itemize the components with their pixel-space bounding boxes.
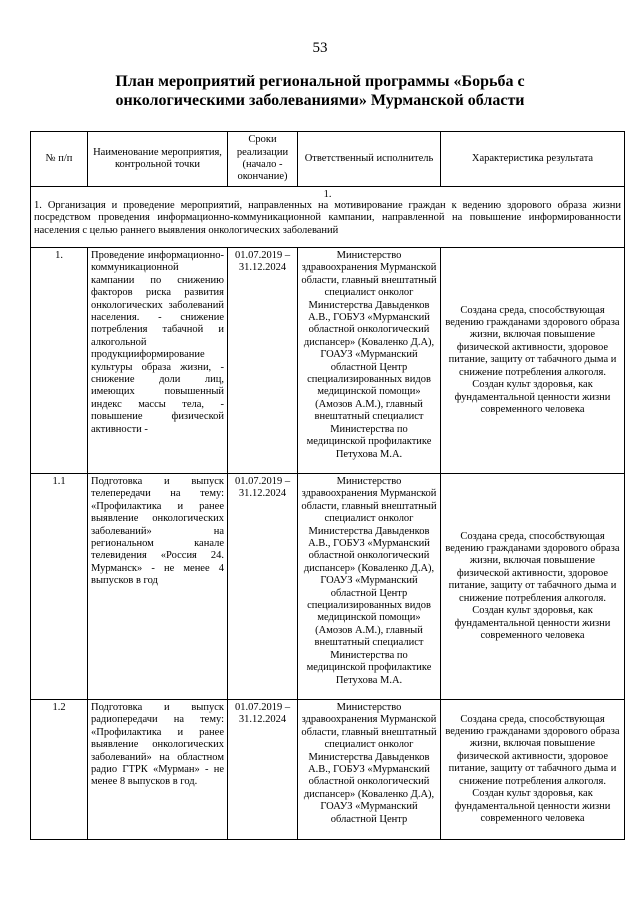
row-executor: Министерство здравоохранения Мурманской области, главный внештатный специалист онколог Министерства Давыденков А.В., ГОБУЗ «Мурманский областной онкологический диспансер» (Коваленко Д.А), ГОАУЗ «Мурманский областной Центр bbox=[298, 700, 441, 840]
plan-table bbox=[30, 131, 625, 840]
row-dates: 01.07.2019 – 31.12.2024 bbox=[228, 474, 298, 700]
table-header-row bbox=[31, 132, 625, 187]
section-text: 1. Организация и проведение мероприятий, направленных на мотивирование граждан к ведению здорового образа жизни посредством проведения информационно-коммуникационной кампании, направленной на повышение информированности населения с целью раннего выявления онкологических заболеваний bbox=[34, 200, 621, 236]
row-dates: 01.07.2019 – 31.12.2024 bbox=[228, 248, 298, 474]
page-title: План мероприятий региональной программы «Борьба с онкологическими заболеваниями» Мурманской области bbox=[115, 73, 525, 109]
row-num: 1.2 bbox=[31, 700, 88, 840]
row-num: 1. bbox=[31, 248, 88, 474]
table-row bbox=[31, 700, 625, 840]
row-result: Создана среда, способствующая ведению гражданами здорового образа жизни, включая повышение физической активности, здоровое питание, защиту от табачного дыма и снижение потребления алкоголя. Создан культ здоровья, как фундаментальной ценности жизни современного человека bbox=[441, 248, 625, 474]
row-executor: Министерство здравоохранения Мурманской области, главный внештатный специалист онколог Министерства Давыденков А.В., ГОБУЗ «Мурманский областной онкологический диспансер» (Коваленко Д.А), ГОАУЗ «Мурманский областной Центр специализированных видов медицинской помощи» (Амозов А.М.), главный внештатный специалист Министерства по медицинской профилактике Петухова М.А. bbox=[298, 474, 441, 700]
row-name: Подготовка и выпуск телепередачи на тему: «Профилактика и ранее выявление онкологических заболеваний» на региональном канале телевидения «Россия 24. Мурманск» - не менее 4 выпусков в год bbox=[88, 474, 228, 700]
row-result: Создана среда, способствующая ведению гражданами здорового образа жизни, включая повышение физической активности, здоровое питание, защиту от табачного дыма и снижение потребления алкоголя. Создан культ здоровья, как фундаментальной ценности жизни современного человека bbox=[441, 700, 625, 840]
table-row bbox=[31, 474, 625, 700]
row-result: Создана среда, способствующая ведению гражданами здорового образа жизни, включая повышение физической активности, здоровое питание, защиту от табачного дыма и снижение потребления алкоголя. Создан культ здоровья, как фундаментальной ценности жизни современного человека bbox=[441, 474, 625, 700]
header-name: Наименование мероприятия, контрольной точки bbox=[88, 132, 228, 187]
row-dates: 01.07.2019 – 31.12.2024 bbox=[228, 700, 298, 840]
row-num: 1.1 bbox=[31, 474, 88, 700]
table-row bbox=[31, 248, 625, 474]
header-result: Характеристика результата bbox=[441, 132, 625, 187]
header-dates: Сроки реализации (начало - окончание) bbox=[228, 132, 298, 187]
page-number: 53 bbox=[312, 40, 328, 56]
section-number: 1. bbox=[323, 189, 332, 200]
header-executor: Ответственный исполнитель bbox=[298, 132, 441, 187]
row-name: Проведение информационно-коммуникационной кампании по снижению факторов риска развития онкологических заболеваний населения. - снижение потребления табачной и алкогольной продукцииформирование культуры образа жизни, - снижение доли лиц, имеющих повышенный индекс массы тела, - повышение физической активности - bbox=[88, 248, 228, 474]
row-executor: Министерство здравоохранения Мурманской области, главный внештатный специалист онколог Министерства Давыденков А.В., ГОБУЗ «Мурманский областной онкологический диспансер» (Коваленко Д.А), ГОАУЗ «Мурманский областной Центр специализированных видов медицинской помощи» (Амозов А.М.), главный внештатный специалист Министерства по медицинской профилактике Петухова М.А. bbox=[298, 248, 441, 474]
row-name: Подготовка и выпуск радиопередачи на тему: «Профилактика и ранее выявление онкологических заболеваний» на областном радио ГТРК «Мурман» - не менее 8 выпусков в год. bbox=[88, 700, 228, 840]
header-num: № п/п bbox=[31, 132, 88, 187]
section-row bbox=[31, 187, 625, 248]
